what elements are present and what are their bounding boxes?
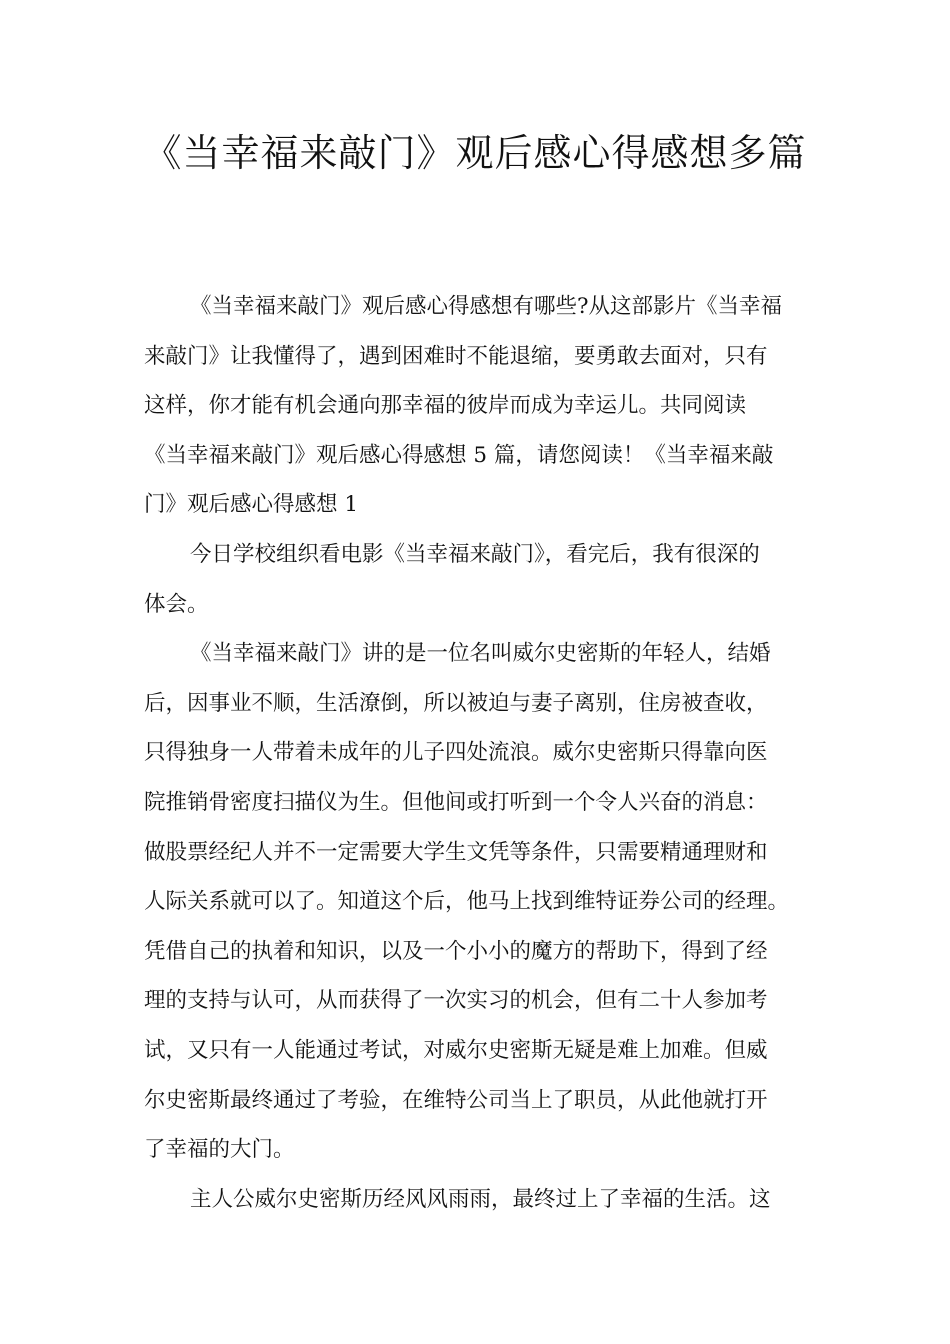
paragraph-conclusion	[144, 1175, 824, 1225]
text-line: 理的支持与认可，从而获得了一次实习的机会，但有二十人参加考	[144, 988, 768, 1014]
text-line: 试，又只有一人能通过考试，对威尔史密斯无疑是难上加难。但威	[144, 1037, 768, 1063]
paragraph-plot	[144, 629, 824, 1175]
text-line: 《当幸福来敲门》观后感心得感想有哪些?从这部影片《当幸福	[190, 294, 783, 319]
text-line: 了幸福的大门。	[144, 1137, 295, 1163]
text-line: 只得独身一人带着未成年的儿子四处流浪。威尔史密斯只得靠向医	[144, 740, 768, 766]
text-line: 今日学校组织看电影《当幸福来敲门》，看完后，我有很深的	[190, 541, 760, 567]
paragraph-intro	[144, 282, 824, 530]
text-line: 人际关系就可以了。知道这个后，他马上找到维特证券公司的经理。	[144, 889, 790, 915]
text-line: 《当幸福来敲门》讲的是一位名叫威尔史密斯的年轻人，结婚	[190, 641, 771, 667]
text-line: 后，因事业不顺，生活潦倒，所以被迫与妻子离别，住房被查收，	[144, 690, 768, 716]
page-title: 《当幸福来敲门》观后感心得感想多篇	[143, 131, 807, 175]
text-line: 凭借自己的执着和知识，以及一个小小的魔方的帮助下，得到了经	[144, 938, 768, 964]
text-line: 体会。	[144, 591, 209, 617]
text-line: 院推销骨密度扫描仪为生。但他间或打听到一个令人兴奋的消息：	[144, 789, 768, 815]
text-line: 主人公威尔史密斯历经风风雨雨，最终过上了幸福的生活。这	[190, 1186, 771, 1212]
document-body	[144, 282, 824, 1224]
text-line: 尔史密斯最终通过了考验，在维特公司当上了职员，从此他就打开	[144, 1087, 768, 1113]
text-line: 《当幸福来敲门》观后感心得感想 5 篇，请您阅读！《当幸福来敲	[144, 442, 774, 468]
text-line: 做股票经纪人并不一定需要大学生文凭等条件，只需要精通理财和	[144, 839, 768, 865]
text-line: 门》观后感心得感想 1	[144, 492, 359, 518]
paragraph-school-movie	[144, 530, 824, 629]
text-line: 这样，你才能有机会通向那幸福的彼岸而成为幸运儿。共同阅读	[144, 393, 747, 419]
text-line: 来敲门》让我懂得了，遇到困难时不能退缩，要勇敢去面对，只有	[144, 343, 768, 369]
